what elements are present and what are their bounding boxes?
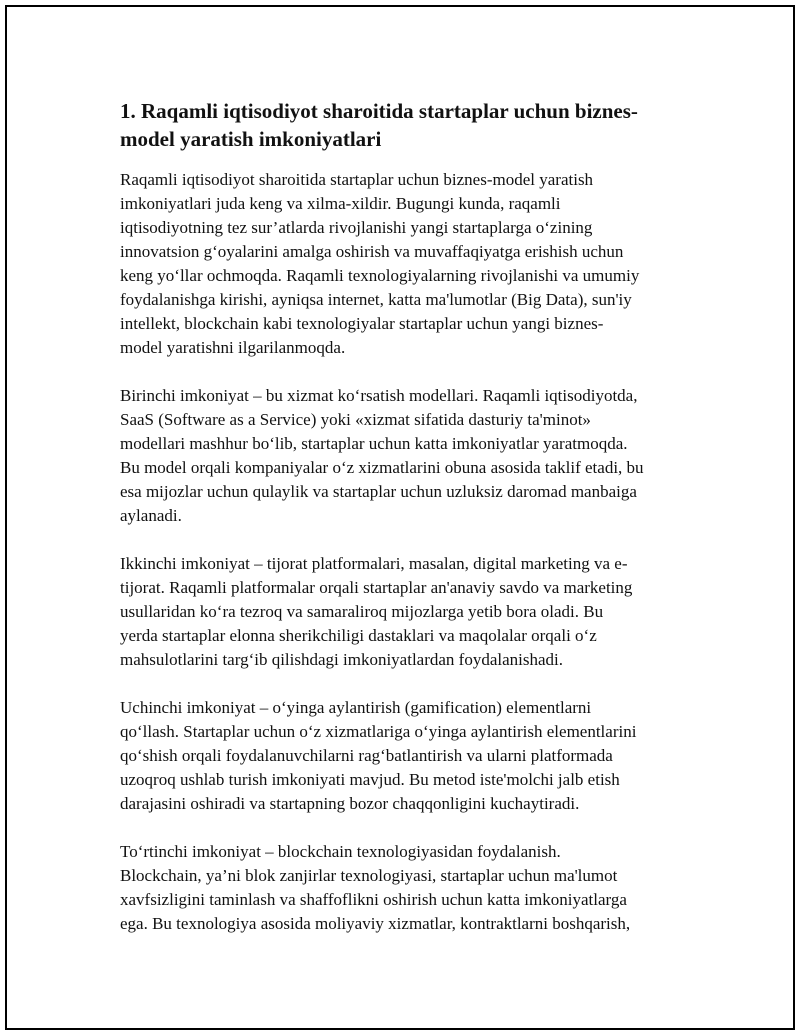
paragraph-first-opportunity: Birinchi imkoniyat – bu xizmat ko‘rsatish modellari. Raqamli iqtisodiyotda, SaaS (Software as a Service) yoki «xizmat sifatida dasturiy ta'minot» modellari mashhur bo‘lib, startaplar uchun katta imkoniyatlar yaratmoqda. Bu model orqali kompaniyalar o‘z xizmatlarini obuna asosida taklif etadi, bu esa mijozlar uchun qulaylik va startaplar uchun uzluksiz daromad manbaiga aylanadi. — [120, 386, 644, 525]
section-heading: 1. Raqamli iqtisodiyot sharoitida startaplar uchun biznes- model yaratish imkoniyatlari — [120, 99, 638, 151]
paragraph-second-opportunity: Ikkinchi imkoniyat – tijorat platformalari, masalan, digital marketing va e- tijorat. Raqamli platformalar orqali startaplar an'anaviy savdo va marketing usullaridan ko‘ra tezroq va samaraliroq mijozlarga yetib bora oladi. Bu yerda startaplar elonna sherikchiligi dastaklari va maqolalar orqali o‘z mahsulotlarini targ‘ib qilishdagi imkoniyatlardan foydalanishadi. — [120, 554, 633, 669]
paragraph-third-opportunity: Uchinchi imkoniyat – o‘yinga aylantirish (gamification) elementlarni qo‘llash. Startaplar uchun o‘z xizmatlariga o‘yinga aylantirish elementlarini qo‘shish orqali foydalanuvchilarni rag‘batlantirish va ularni platformada uzoqroq ushlab turish imkoniyati mavjud. Bu metod iste'molchi jalb etish darajasini oshiradi va startapning bozor chaqqonligini kuchaytiradi. — [120, 698, 637, 813]
paragraph-intro: Raqamli iqtisodiyot sharoitida startaplar uchun biznes-model yaratish imkoniyatlari juda keng va xilma-xildir. Bugungi kunda, raqamli iqtisodiyotning tez sur’atlarda rivojlanishi yangi startaplarga o‘zining innovatsion g‘oyalarini amalga oshirish va muvaffaqiyatga erishish uchun keng yo‘llar ochmoqda. Raqamli texnologiyalarning rivojlanishi va umumiy foydalanishga kirishi, ayniqsa internet, katta ma'lumotlar (Big Data), sun'iy intellekt, blockchain kabi texnologiyalar startaplar uchun yangi biznes- model yaratishni ilgarilanmoqda. — [120, 170, 640, 357]
document-page — [5, 5, 795, 1030]
paragraph-fourth-opportunity: To‘rtinchi imkoniyat – blockchain texnologiyasidan foydalanish. Blockchain, ya’ni blok zanjirlar texnologiyasi, startaplar uchun ma'lumot xavfsizligini taminlash va shaffoflikni oshirish uchun katta imkoniyatlarga ega. Bu texnologiya asosida moliyaviy xizmatlar, kontraktlarni boshqarish, — [120, 842, 631, 933]
document-body — [120, 97, 695, 960]
